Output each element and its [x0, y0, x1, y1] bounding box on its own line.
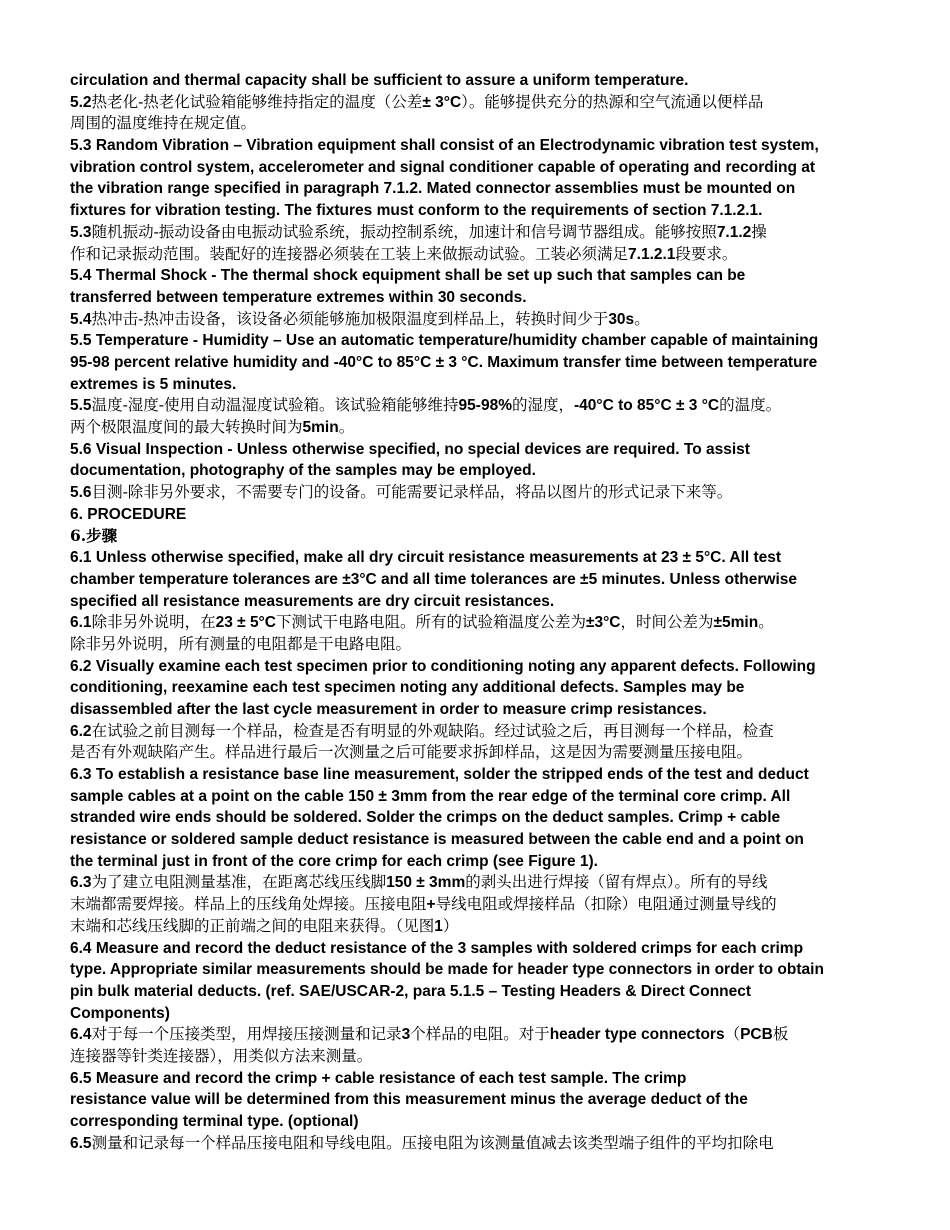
paragraph-chinese [70, 92, 885, 135]
paragraph-chinese [70, 222, 885, 265]
text-line: fixtures for vibration testing. The fixtures must conform to the requirements of section 7.1.2.1. [70, 202, 763, 220]
paragraph-english [70, 764, 885, 872]
text-line: 5.4热冲击-热冲击设备，该设备必须能够施加极限温度到样品上，转换时间少于30s。 [70, 309, 650, 328]
text-line: 6.3 To establish a resistance base line measurement, solder the stripped ends of the test and deduct [70, 766, 809, 783]
text-line: type. Appropriate similar measurements should be made for header type connectors in order to obtain [70, 961, 824, 979]
text-line: disassembled after the last cycle measurement in order to measure crimp resistances. [70, 700, 707, 718]
paragraph-english [70, 547, 885, 612]
text-line: sample cables at a point on the cable 150 ± 3mm from the rear edge of the terminal core crimp. All [70, 787, 791, 805]
text-line: extremes is 5 minutes. [70, 375, 237, 393]
text-line: transferred between temperature extremes within 30 seconds. [70, 288, 527, 306]
text-line: 周围的温度维持在规定值。 [70, 114, 257, 133]
paragraph-english [70, 439, 885, 482]
text-line: resistance value will be determined from this measurement minus the average deduct of the [70, 1091, 748, 1109]
paragraph-chinese [70, 721, 885, 764]
paragraph-chinese [70, 309, 885, 331]
text-line: 6.步骤 [70, 526, 118, 546]
document-page [70, 70, 885, 1154]
text-line: conditioning, reexamine each test specimen noting any additional defects. Samples may be [70, 679, 745, 697]
text-line: 6. PROCEDURE [70, 505, 187, 523]
text-line: 5.6目测-除非另外要求，不需要专门的设备。可能需要记录样品，将品以图片的形式记录下来等。 [70, 483, 733, 502]
paragraph-english [70, 504, 885, 526]
paragraph-chinese [70, 612, 885, 655]
text-line: chamber temperature tolerances are ±3°C and all time tolerances are ±5 minutes. Unless otherwise [70, 570, 798, 588]
text-line: 两个极限温度间的最大转换时间为5min。 [70, 418, 355, 436]
paragraph-chinese [70, 1024, 885, 1067]
text-line: 6.2 Visually examine each test specimen prior to conditioning noting any apparent defects. Following [70, 657, 816, 675]
text-line: 5.3随机振动-振动设备由电振动试验系统，振动控制系统，加速计和信号调节器组成。能够按照7.1.2操 [70, 222, 767, 241]
text-line: 6.5测量和记录每一个样品压接电阻和导线电阻。压接电阻为该测量值减去该类型端子组件的平均扣除电 [70, 1133, 774, 1152]
text-line: pin bulk material deducts. (ref. SAE/USCAR-2, para 5.1.5 – Testing Headers & Direct Connect [70, 982, 752, 1000]
text-line: 除非另外说明，所有测量的电阻都是干电路电阻。 [70, 634, 412, 653]
text-line: 作和记录振动范围。装配好的连接器必须装在工装上来做振动试验。工装必须满足7.1.2.1段要求。 [70, 244, 738, 263]
paragraph-chinese [70, 872, 885, 937]
text-line: stranded wire ends should be soldered. Solder the crimps on the deduct samples. Crimp + cable [70, 809, 781, 827]
text-line: the terminal just in front of the core crimp for each crimp (see Figure 1). [70, 852, 598, 870]
text-line: 末端都需要焊接。样品上的压线角处焊接。压接电阻+导线电阻或焊接样品（扣除）电阻通过测量导线的 [70, 895, 777, 914]
paragraph-english [70, 330, 885, 395]
paragraph-chinese [70, 525, 885, 547]
paragraph-english [70, 1068, 885, 1133]
paragraph-english [70, 938, 885, 1025]
paragraph-english [70, 656, 885, 721]
text-line: specified all resistance measurements are dry circuit resistances. [70, 592, 555, 610]
text-line: resistance or soldered sample deduct resistance is measured between the cable end and a point on [70, 831, 804, 849]
text-line: corresponding terminal type. (optional) [70, 1113, 359, 1130]
text-line: 5.5温度-湿度-使用自动温湿度试验箱。该试验箱能够维持95-98%的湿度，-40°C to 85°C ± 3 °C的温度。 [70, 396, 782, 415]
paragraph-chinese [70, 482, 885, 504]
text-line: 是否有外观缺陷产生。样品进行最后一次测量之后可能要求拆卸样品，这是因为需要测量压接电阻。 [70, 743, 753, 762]
text-line: 6.1 Unless otherwise specified, make all dry circuit resistance measurements at 23 ± 5°C. All test [70, 549, 782, 567]
text-line: 95-98 percent relative humidity and -40°C to 85°C ± 3 °C. Maximum transfer time between temperature [70, 353, 818, 371]
text-line: vibration control system, accelerometer and signal conditioner capable of operating and recording at [70, 158, 816, 176]
text-line: Components) [70, 1004, 170, 1022]
text-line: 6.2在试验之前目测每一个样品，检查是否有明显的外观缺陷。经过试验之后，再目测每一个样品，检查 [70, 721, 774, 740]
text-line: 5.3 Random Vibration – Vibration equipment shall consist of an Electrodynamic vibration test system, [70, 137, 819, 155]
paragraph-english [70, 70, 885, 92]
paragraph-english [70, 135, 885, 222]
text-line: 6.1除非另外说明，在23 ± 5°C下测试干电路电阻。所有的试验箱温度公差为±3°C，时间公差为±5min。 [70, 613, 774, 632]
text-line: 6.4 Measure and record the deduct resistance of the 3 samples with soldered crimps for each crimp [70, 939, 804, 957]
paragraph-chinese [70, 395, 885, 438]
text-line: 6.3为了建立电阻测量基准，在距离芯线压线脚150 ± 3mm的剥头出进行焊接（留有焊点）。所有的导线 [70, 873, 768, 892]
text-line: documentation, photography of the samples may be employed. [70, 462, 536, 480]
text-line: the vibration range specified in paragraph 7.1.2. Mated connector assemblies must be mounted on [70, 180, 796, 198]
text-line: 5.5 Temperature - Humidity – Use an automatic temperature/humidity chamber capable of maintaining [70, 332, 819, 350]
text-line: 6.4对于每一个压接类型，用焊接压接测量和记录3个样品的电阻。对于header type connectors（PCB板 [70, 1025, 789, 1044]
paragraph-chinese [70, 1133, 885, 1155]
text-line: 末端和芯线压线脚的正前端之间的电阻来获得。（见图1） [70, 916, 459, 935]
text-line: 5.2热老化-热老化试验箱能够维持指定的温度（公差± 3°C）。能够提供充分的热源和空气流通以便样品 [70, 92, 764, 111]
text-line: 连接器等针类连接器），用类似方法来测量。 [70, 1046, 373, 1065]
paragraph-english [70, 265, 885, 308]
text-line: 5.6 Visual Inspection - Unless otherwise specified, no special devices are required. To assist [70, 440, 750, 458]
text-line: circulation and thermal capacity shall be sufficient to assure a uniform temperature. [70, 72, 689, 89]
text-line: 5.4 Thermal Shock - The thermal shock equipment shall be set up such that samples can be [70, 267, 746, 285]
text-line: 6.5 Measure and record the crimp + cable resistance of each test sample. The crimp [70, 1069, 687, 1087]
